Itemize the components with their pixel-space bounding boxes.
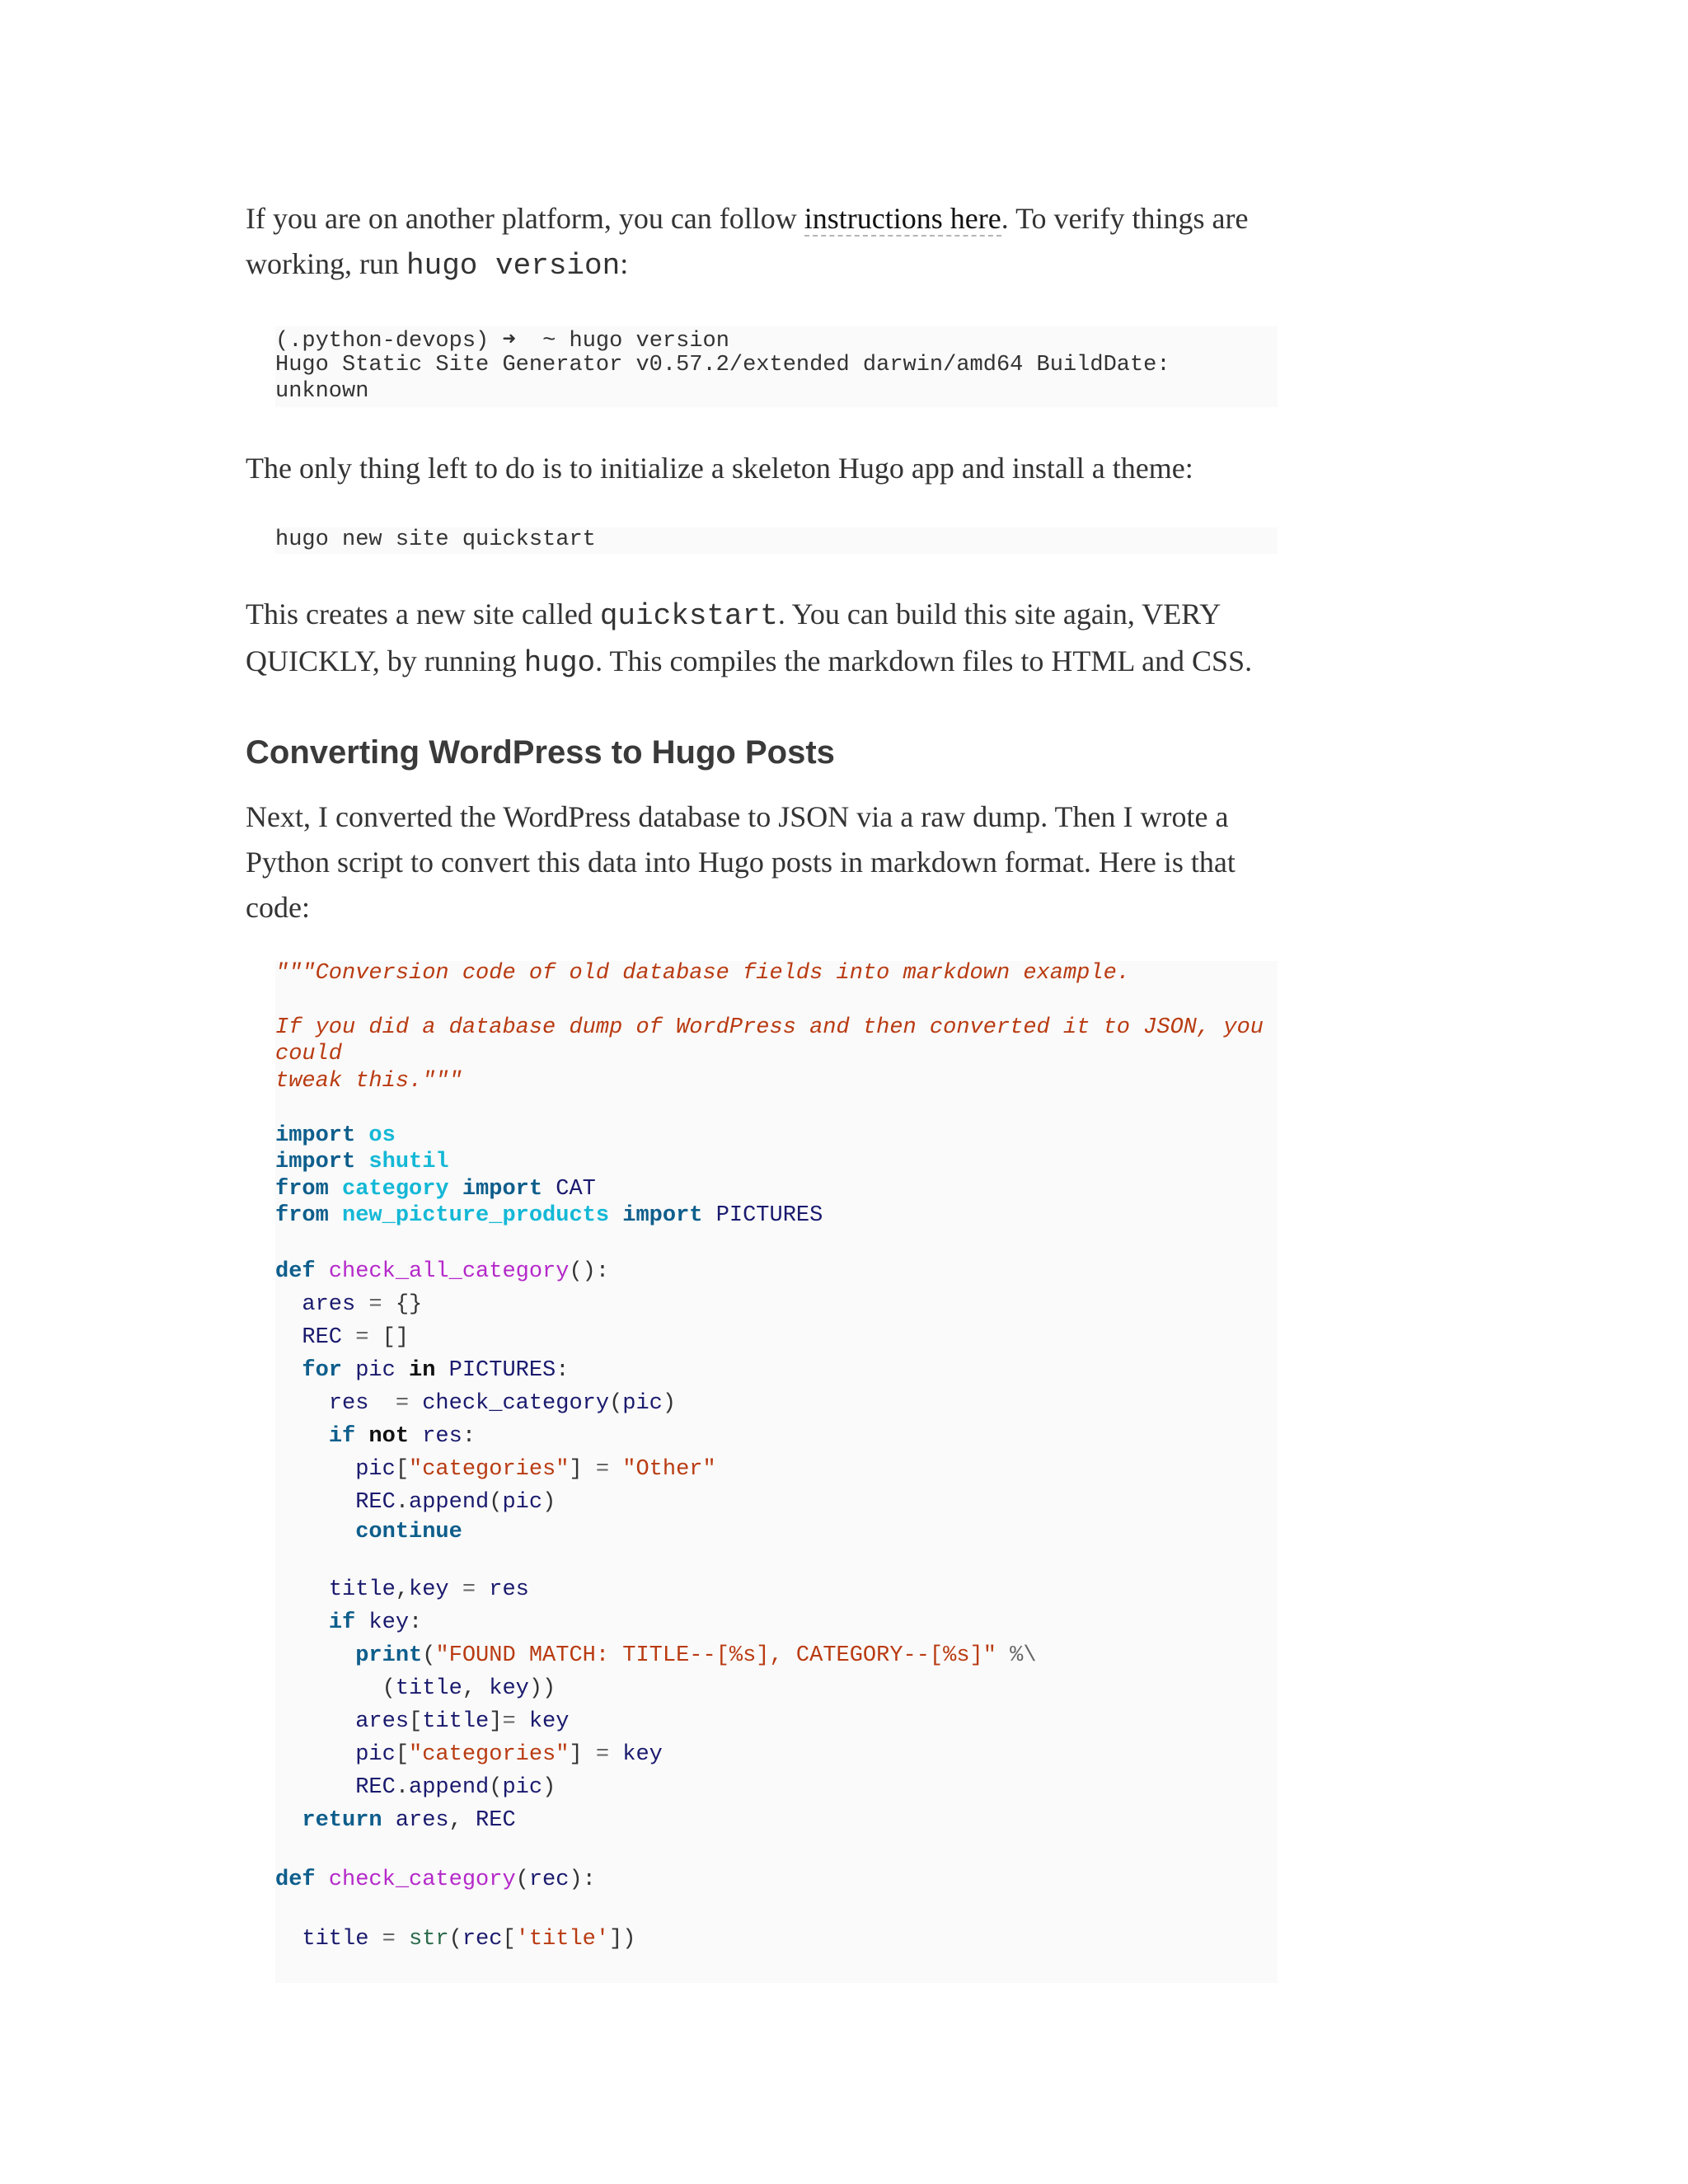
inline-code-quickstart: quickstart [599, 599, 778, 633]
code-block-hugo-version [275, 326, 1278, 407]
code-line: If you did a database dump of WordPress and then converted it to JSON, you [275, 1015, 1264, 1040]
code-line: could [275, 1042, 343, 1066]
code-token: import [462, 1177, 543, 1202]
code-token: print [355, 1643, 423, 1668]
code-token: from [275, 1177, 329, 1202]
code-token: import [622, 1203, 703, 1228]
code-line [275, 1123, 396, 1148]
code-line: title,key = res [328, 1577, 529, 1602]
code-token: def [275, 1259, 316, 1284]
code-token: str [409, 1927, 449, 1952]
code-block-python-script [275, 961, 1278, 1983]
paragraph-install-instructions [246, 196, 1278, 288]
code-token: PICTURES [715, 1203, 823, 1228]
code-line: Hugo Static Site Generator v0.57.2/extended darwin/amd64 BuildDate: [275, 353, 1170, 377]
code-line: if not res: [328, 1424, 476, 1449]
code-line: (title, key)) [275, 1676, 556, 1701]
code-token: if [328, 1610, 356, 1635]
code-line: """Conversion code of old database fields into markdown example. [275, 961, 1130, 986]
section-heading: Converting WordPress to Hugo Posts [246, 734, 835, 771]
code-line: res = check_category(pic) [328, 1391, 677, 1416]
code-line: pic["categories"] = key [355, 1742, 663, 1767]
code-line [275, 1177, 596, 1202]
code-token: CAT [556, 1177, 596, 1202]
code-token: "FOUND MATCH: TITLE--[%s], CATEGORY--[%s]" [435, 1643, 996, 1668]
code-token: "categories" [409, 1457, 570, 1482]
code-token: check_all_category [328, 1259, 570, 1284]
code-token: category [342, 1177, 449, 1202]
paragraph-text: : [620, 247, 629, 280]
code-line: for pic in PICTURES: [302, 1358, 570, 1383]
code-line: pic["categories"] = "Other" [355, 1457, 716, 1482]
code-line: def check_all_category(): [275, 1259, 610, 1284]
code-token: import [275, 1150, 356, 1174]
code-token: continue [355, 1520, 462, 1544]
inline-code-hugo-version: hugo version [406, 249, 621, 283]
code-token: if [328, 1424, 356, 1449]
code-line: print("FOUND MATCH: TITLE--[%s], CATEGORY--[%s]" %\ [355, 1643, 1037, 1668]
code-token: in [409, 1358, 436, 1383]
code-line [275, 1520, 462, 1544]
code-token: os [368, 1123, 396, 1148]
paragraph-text: . To verify things are working, run [246, 202, 1249, 280]
code-line: REC.append(pic) [355, 1775, 556, 1800]
code-token: for [302, 1358, 343, 1383]
code-line: REC.append(pic) [355, 1490, 556, 1515]
paragraph-text: . You can build this site again, VERY QUICKLY, by running [246, 598, 1220, 677]
code-line: unknown [275, 379, 369, 404]
code-line: (.python-devops) ➜ ~ hugo version [275, 329, 729, 354]
instructions-link[interactable]: instructions here [804, 202, 1001, 235]
code-line [275, 1150, 449, 1174]
code-block-new-site [275, 527, 1278, 554]
code-token: check_category [328, 1868, 516, 1892]
code-line: def check_category(rec): [275, 1868, 596, 1892]
paragraph-text: . This compiles the markdown files to HTML and CSS. [595, 644, 1253, 677]
code-token: check_category [422, 1391, 610, 1416]
paragraph-conversion: Next, I converted the WordPress database to JSON via a raw dump. Then I wrote a Python script to convert this data into Hugo posts in markdown format. Here is that code: [246, 800, 1236, 924]
code-line: ares = {} [302, 1292, 423, 1317]
inline-code-hugo: hugo [523, 646, 596, 680]
paragraph-text: This creates a new site called [246, 598, 600, 630]
paragraph-quickstart [246, 592, 1278, 686]
code-token: import [275, 1123, 356, 1148]
code-token: return [302, 1808, 382, 1833]
code-token: PICTURES [448, 1358, 556, 1383]
code-line [275, 1203, 823, 1228]
code-token: from [275, 1203, 329, 1228]
code-token: not [368, 1424, 410, 1449]
code-line: REC = [] [302, 1325, 410, 1350]
code-token: shutil [368, 1150, 449, 1174]
code-line: if key: [328, 1610, 423, 1635]
code-token: "Other" [622, 1457, 716, 1482]
code-line: return ares, REC [302, 1808, 516, 1833]
code-line: hugo new site quickstart [275, 527, 596, 552]
code-line: tweak this.""" [275, 1069, 462, 1094]
code-line: title = str(rec['title']) [302, 1927, 636, 1952]
paragraph-initialize: The only thing left to do is to initialize a skeleton Hugo app and install a theme: [246, 452, 1193, 485]
code-token: def [275, 1868, 316, 1892]
code-token: new_picture_products [342, 1203, 610, 1228]
paragraph-text: If you are on another platform, you can follow [246, 202, 804, 235]
code-token: "categories" [409, 1742, 570, 1767]
code-token: 'title' [515, 1927, 610, 1952]
code-line: ares[title]= key [355, 1709, 570, 1734]
